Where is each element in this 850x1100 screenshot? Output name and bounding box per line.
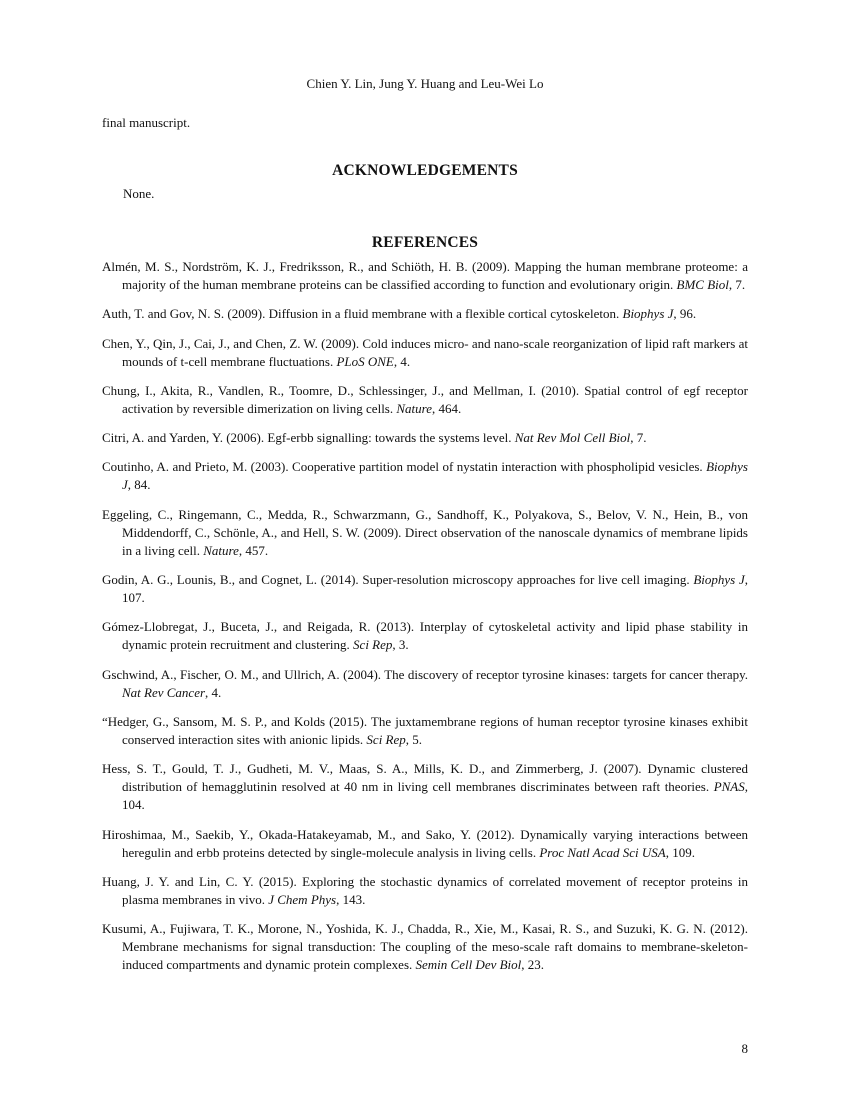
reference-entry	[102, 571, 748, 607]
reference-text: Godin, A. G., Lounis, B., and Cognet, L. (2014). Super-resolution microscopy approaches for live cell imaging.	[102, 572, 694, 588]
reference-volume: , 457.	[238, 542, 269, 558]
reference-entry	[102, 666, 748, 702]
reference-entry	[102, 920, 748, 974]
acknowledgements-heading: ACKNOWLEDGEMENTS	[332, 162, 518, 179]
reference-volume: , 143.	[336, 891, 366, 907]
reference-journal: BMC Biol	[676, 277, 729, 292]
page-number: 8	[741, 1041, 748, 1056]
continuation-text: final manuscript.	[102, 115, 191, 130]
reference-journal: PLoS ONE	[336, 353, 394, 369]
reference-text: Chung, I., Akita, R., Vandlen, R., Toomre, D., Schlessinger, J., and Mellman, I. (2010). Spatial control of egf receptor activation by reversible dimerization on living cells.	[102, 382, 748, 416]
reference-journal: Biophys J	[693, 572, 745, 588]
reference-volume: , 464.	[432, 400, 462, 416]
reference-text: Gschwind, A., Fischer, O. M., and Ullrich, A. (2004). The discovery of receptor tyrosine kinases: targets for cancer therapy.	[102, 666, 748, 682]
reference-text: Auth, T. and Gov, N. S. (2009). Diffusion in a fluid membrane with a flexible cortical cytoskeleton.	[102, 306, 623, 322]
reference-volume: , 23.	[521, 957, 545, 973]
reference-volume: , 4.	[205, 684, 222, 700]
reference-text: Chen, Y., Qin, J., Cai, J., and Chen, Z. W. (2009). Cold induces micro- and nano-scale reorganization of lipid raft markers at mounds of t-cell membrane fluctuations.	[102, 335, 748, 369]
reference-entry	[102, 335, 748, 371]
reference-text: Hiroshimaa, M., Saekib, Y., Okada-Hatakeyamab, M., and Sako, Y. (2012). Dynamically varying interactions between heregulin and erbb proteins detected by single-molecule analysis in living cells.	[102, 826, 748, 860]
reference-entry	[102, 382, 748, 418]
reference-journal: J Chem Phys	[268, 891, 337, 907]
reference-entry	[102, 305, 748, 323]
reference-text: “Hedger, G., Sansom, M. S. P., and Kolds (2015). The juxtamembrane regions of human receptor tyrosine kinases exhibit conserved interaction sites with anionic lipids.	[102, 713, 748, 747]
reference-entry	[102, 760, 748, 814]
reference-volume: , 7.	[728, 277, 746, 292]
reference-journal: Nature	[396, 400, 433, 416]
reference-volume: , 5.	[405, 731, 423, 747]
reference-volume: , 104.	[122, 779, 748, 813]
reference-entry	[102, 258, 748, 294]
acknowledgements-text: None.	[123, 186, 155, 201]
reference-volume: , 109.	[665, 844, 695, 860]
reference-entry	[102, 873, 748, 909]
reference-text: Huang, J. Y. and Lin, C. Y. (2015). Exploring the stochastic dynamics of correlated movement of receptor proteins in plasma membranes in vivo.	[102, 873, 748, 907]
reference-entry	[102, 429, 748, 447]
reference-text: Coutinho, A. and Prieto, M. (2003). Cooperative partition model of nystatin interaction with phospholipid vesicles.	[102, 459, 707, 475]
reference-text: Eggeling, C., Ringemann, C., Medda, R., Schwarzmann, G., Sandhoff, K., Polyakova, S., Belov, V. N., Hein, B., von Middendorff, C., Schönle, A., and Hell, S. W. (2009). Direct observation of the nanoscale dynamics of membrane lipids in a living cell.	[102, 506, 748, 558]
reference-volume: , 4.	[393, 353, 411, 369]
reference-list	[102, 258, 748, 985]
running-head: Chien Y. Lin, Jung Y. Huang and Leu-Wei Lo	[306, 76, 544, 91]
reference-journal: Biophys J	[622, 306, 674, 322]
reference-text: Hess, S. T., Gould, T. J., Gudheti, M. V., Maas, S. A., Mills, K. D., and Zimmerberg, J. (2007). Dynamic clustered distribution of hemagglutinin resolved at 40 nm in living cell membranes discriminates between raft theories.	[102, 761, 748, 795]
reference-text: Almén, M. S., Nordström, K. J., Fredriksson, R., and Schiöth, H. B. (2009). Mapping the human membrane proteome: a majority of the human membrane proteins can be classified according to function and evolutionary origin.	[102, 259, 748, 292]
reference-text: Kusumi, A., Fujiwara, T. K., Morone, N., Yoshida, K. J., Chadda, R., Xie, M., Kasai, R. S., and Suzuki, K. G. N. (2012). Membrane mechanisms for signal transduction: The coupling of the meso-scale raft domains to membrane-skeleton-induced compartments and dynamic protein complexes.	[102, 921, 748, 973]
reference-text: Gómez-Llobregat, J., Buceta, J., and Reigada, R. (2013). Interplay of cytoskeletal activity and lipid phase stability in dynamic protein recruitment and clustering.	[102, 619, 748, 653]
reference-volume: , 107.	[122, 572, 748, 606]
reference-entry	[102, 618, 748, 654]
reference-journal: Nature	[203, 542, 239, 558]
reference-volume: , 3.	[392, 637, 409, 653]
reference-entry	[102, 713, 748, 749]
reference-journal: Biophys J	[122, 459, 748, 493]
reference-entry	[102, 826, 748, 862]
reference-journal: Nat Rev Cancer	[122, 684, 206, 700]
reference-journal: PNAS	[713, 779, 745, 795]
reference-volume: , 96.	[673, 306, 697, 322]
reference-text: Citri, A. and Yarden, Y. (2006). Egf-erbb signalling: towards the systems level.	[102, 430, 515, 446]
references-heading: REFERENCES	[371, 234, 479, 251]
reference-journal: Sci Rep	[353, 637, 393, 653]
reference-journal: Semin Cell Dev Biol	[415, 957, 522, 973]
reference-volume: , 7.	[630, 430, 647, 446]
reference-entry	[102, 506, 748, 560]
reference-volume: , 84.	[127, 477, 151, 493]
reference-journal: Proc Natl Acad Sci USA	[539, 844, 666, 860]
reference-journal: Nat Rev Mol Cell Biol	[514, 430, 631, 446]
reference-journal: Sci Rep	[366, 731, 406, 747]
reference-entry	[102, 458, 748, 494]
